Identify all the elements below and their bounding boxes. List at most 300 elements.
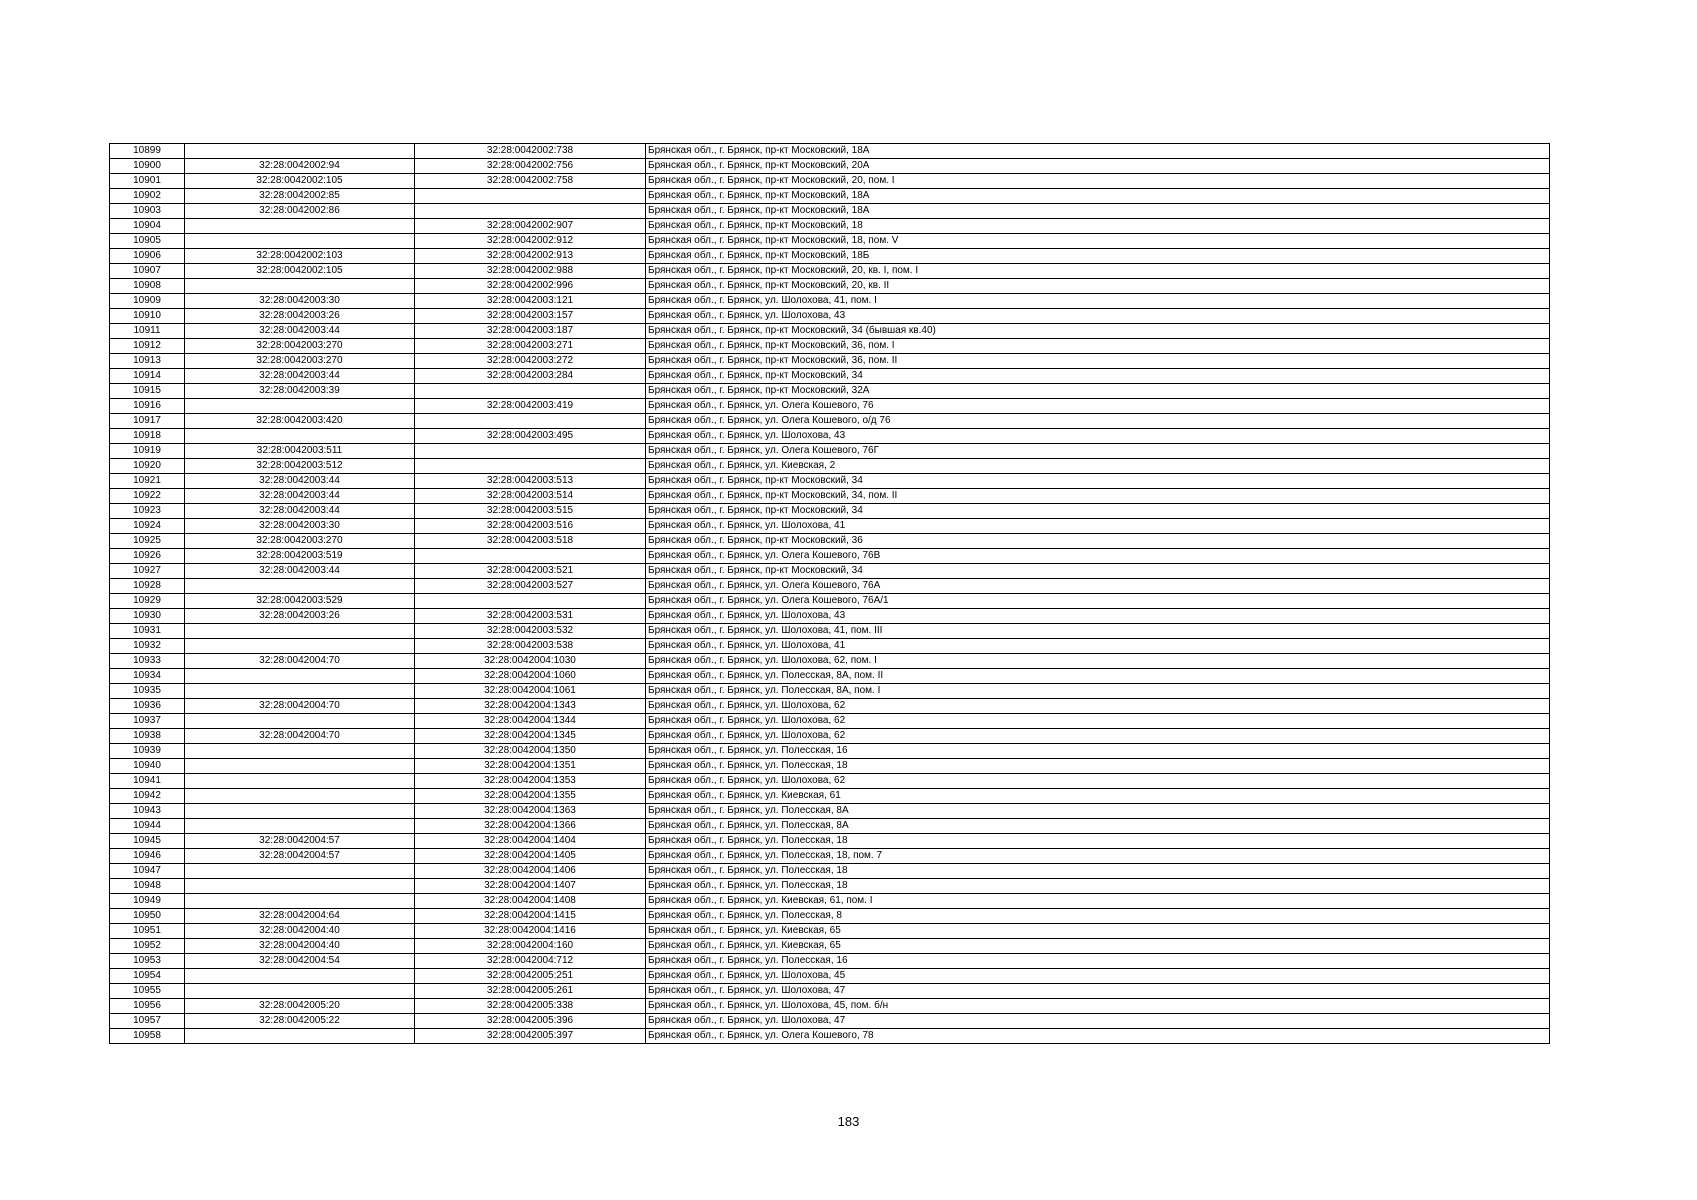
cadastral-number-cell: 32:28:0042002:988 (415, 264, 646, 279)
previous-cadastral-number-cell (185, 639, 415, 654)
previous-cadastral-number-cell: 32:28:0042004:70 (185, 699, 415, 714)
previous-cadastral-number-cell (185, 234, 415, 249)
previous-cadastral-number-cell: 32:28:0042002:103 (185, 249, 415, 264)
table-row (110, 369, 1550, 384)
address-cell: Брянская обл., г. Брянск, ул. Шолохова, 41 (646, 639, 1550, 654)
table-row (110, 849, 1550, 864)
row-number-cell: 10928 (110, 579, 185, 594)
row-number-cell: 10933 (110, 654, 185, 669)
row-number-cell: 10903 (110, 204, 185, 219)
previous-cadastral-number-cell: 32:28:0042003:39 (185, 384, 415, 399)
cadastral-number-cell: 32:28:0042004:1345 (415, 729, 646, 744)
table-row (110, 819, 1550, 834)
cadastral-number-cell: 32:28:0042003:513 (415, 474, 646, 489)
previous-cadastral-number-cell: 32:28:0042003:44 (185, 564, 415, 579)
row-number-cell: 10934 (110, 669, 185, 684)
table-row (110, 999, 1550, 1014)
address-cell: Брянская обл., г. Брянск, ул. Шолохова, 62 (646, 699, 1550, 714)
cadastral-number-cell: 32:28:0042004:1353 (415, 774, 646, 789)
cadastral-number-cell: 32:28:0042004:1343 (415, 699, 646, 714)
table-row (110, 684, 1550, 699)
address-cell: Брянская обл., г. Брянск, ул. Полесская, 18 (646, 879, 1550, 894)
table-row (110, 714, 1550, 729)
row-number-cell: 10931 (110, 624, 185, 639)
cadastral-number-cell: 32:28:0042003:532 (415, 624, 646, 639)
previous-cadastral-number-cell: 32:28:0042003:26 (185, 609, 415, 624)
address-cell: Брянская обл., г. Брянск, ул. Киевская, 65 (646, 924, 1550, 939)
cadastral-number-cell: 32:28:0042003:531 (415, 609, 646, 624)
cadastral-number-cell: 32:28:0042003:495 (415, 429, 646, 444)
cadastral-number-cell: 32:28:0042002:758 (415, 174, 646, 189)
address-cell: Брянская обл., г. Брянск, ул. Полесская, 16 (646, 744, 1550, 759)
row-number-cell: 10950 (110, 909, 185, 924)
row-number-cell: 10905 (110, 234, 185, 249)
previous-cadastral-number-cell: 32:28:0042004:57 (185, 849, 415, 864)
table-row (110, 804, 1550, 819)
cadastral-number-cell: 32:28:0042004:1406 (415, 864, 646, 879)
page-number: 183 (837, 1114, 860, 1129)
cadastral-number-cell: 32:28:0042005:251 (415, 969, 646, 984)
previous-cadastral-number-cell: 32:28:0042004:40 (185, 924, 415, 939)
table-row (110, 834, 1550, 849)
address-cell: Брянская обл., г. Брянск, пр-кт Московский, 18Б (646, 249, 1550, 264)
address-cell: Брянская обл., г. Брянск, пр-кт Московский, 18А (646, 144, 1550, 159)
table-row (110, 699, 1550, 714)
table-row (110, 294, 1550, 309)
cadastral-number-cell: 32:28:0042004:1060 (415, 669, 646, 684)
table-row (110, 474, 1550, 489)
cadastral-number-cell: 32:28:0042002:996 (415, 279, 646, 294)
address-cell: Брянская обл., г. Брянск, ул. Полесская, 18 (646, 864, 1550, 879)
row-number-cell: 10940 (110, 759, 185, 774)
table-row (110, 954, 1550, 969)
address-cell: Брянская обл., г. Брянск, ул. Олега Кошевого, 78 (646, 1029, 1550, 1044)
row-number-cell: 10935 (110, 684, 185, 699)
table-row (110, 189, 1550, 204)
row-number-cell: 10939 (110, 744, 185, 759)
previous-cadastral-number-cell (185, 144, 415, 159)
previous-cadastral-number-cell: 32:28:0042004:57 (185, 834, 415, 849)
previous-cadastral-number-cell: 32:28:0042003:519 (185, 549, 415, 564)
table-row (110, 609, 1550, 624)
cadastral-number-cell: 32:28:0042004:1407 (415, 879, 646, 894)
address-cell: Брянская обл., г. Брянск, ул. Полесская, 8А (646, 819, 1550, 834)
cadastral-number-cell: 32:28:0042004:1404 (415, 834, 646, 849)
address-cell: Брянская обл., г. Брянск, ул. Шолохова, 47 (646, 984, 1550, 999)
cadastral-number-cell: 32:28:0042003:419 (415, 399, 646, 414)
previous-cadastral-number-cell: 32:28:0042002:105 (185, 174, 415, 189)
address-cell: Брянская обл., г. Брянск, ул. Полесская, 8А (646, 804, 1550, 819)
previous-cadastral-number-cell: 32:28:0042002:85 (185, 189, 415, 204)
row-number-cell: 10917 (110, 414, 185, 429)
row-number-cell: 10908 (110, 279, 185, 294)
address-cell: Брянская обл., г. Брянск, ул. Шолохова, 43 (646, 429, 1550, 444)
address-cell: Брянская обл., г. Брянск, пр-кт Московский, 20А (646, 159, 1550, 174)
previous-cadastral-number-cell (185, 879, 415, 894)
previous-cadastral-number-cell: 32:28:0042004:70 (185, 654, 415, 669)
previous-cadastral-number-cell: 32:28:0042003:44 (185, 489, 415, 504)
cadastral-number-cell: 32:28:0042004:1030 (415, 654, 646, 669)
address-cell: Брянская обл., г. Брянск, ул. Шолохова, 43 (646, 309, 1550, 324)
previous-cadastral-number-cell: 32:28:0042004:40 (185, 939, 415, 954)
previous-cadastral-number-cell: 32:28:0042003:44 (185, 369, 415, 384)
previous-cadastral-number-cell: 32:28:0042003:44 (185, 324, 415, 339)
table-row (110, 774, 1550, 789)
cadastral-number-cell: 32:28:0042004:160 (415, 939, 646, 954)
row-number-cell: 10926 (110, 549, 185, 564)
row-number-cell: 10953 (110, 954, 185, 969)
table-row (110, 234, 1550, 249)
address-cell: Брянская обл., г. Брянск, пр-кт Московский, 18 (646, 219, 1550, 234)
row-number-cell: 10923 (110, 504, 185, 519)
previous-cadastral-number-cell (185, 819, 415, 834)
cadastral-number-cell: 32:28:0042003:157 (415, 309, 646, 324)
row-number-cell: 10921 (110, 474, 185, 489)
row-number-cell: 10951 (110, 924, 185, 939)
address-cell: Брянская обл., г. Брянск, ул. Полесская, 8А, пом. II (646, 669, 1550, 684)
row-number-cell: 10942 (110, 789, 185, 804)
address-cell: Брянская обл., г. Брянск, пр-кт Московский, 32А (646, 384, 1550, 399)
address-cell: Брянская обл., г. Брянск, пр-кт Московский, 34, пом. II (646, 489, 1550, 504)
cadastral-number-cell: 32:28:0042003:514 (415, 489, 646, 504)
row-number-cell: 10947 (110, 864, 185, 879)
previous-cadastral-number-cell (185, 1029, 415, 1044)
address-cell: Брянская обл., г. Брянск, пр-кт Московский, 20, пом. I (646, 174, 1550, 189)
address-cell: Брянская обл., г. Брянск, пр-кт Московский, 34 (646, 474, 1550, 489)
table-row (110, 309, 1550, 324)
table-row (110, 519, 1550, 534)
address-cell: Брянская обл., г. Брянск, ул. Олега Кошевого, 76Г (646, 444, 1550, 459)
table-row (110, 549, 1550, 564)
previous-cadastral-number-cell: 32:28:0042005:22 (185, 1014, 415, 1029)
previous-cadastral-number-cell (185, 219, 415, 234)
cadastral-number-cell: 32:28:0042004:1415 (415, 909, 646, 924)
cadastral-number-cell: 32:28:0042003:272 (415, 354, 646, 369)
address-cell: Брянская обл., г. Брянск, ул. Полесская, 8А, пом. I (646, 684, 1550, 699)
address-cell: Брянская обл., г. Брянск, ул. Шолохова, 45, пом. б/н (646, 999, 1550, 1014)
row-number-cell: 10912 (110, 339, 185, 354)
previous-cadastral-number-cell (185, 684, 415, 699)
cadastral-number-cell: 32:28:0042004:1416 (415, 924, 646, 939)
table-row (110, 339, 1550, 354)
previous-cadastral-number-cell: 32:28:0042003:44 (185, 504, 415, 519)
row-number-cell: 10949 (110, 894, 185, 909)
cadastral-number-cell: 32:28:0042005:338 (415, 999, 646, 1014)
table-row (110, 279, 1550, 294)
table-row (110, 459, 1550, 474)
row-number-cell: 10944 (110, 819, 185, 834)
row-number-cell: 10916 (110, 399, 185, 414)
previous-cadastral-number-cell (185, 864, 415, 879)
previous-cadastral-number-cell (185, 714, 415, 729)
address-cell: Брянская обл., г. Брянск, ул. Шолохова, 62 (646, 714, 1550, 729)
cadastral-number-cell: 32:28:0042003:515 (415, 504, 646, 519)
previous-cadastral-number-cell (185, 984, 415, 999)
row-number-cell: 10922 (110, 489, 185, 504)
row-number-cell: 10920 (110, 459, 185, 474)
address-cell: Брянская обл., г. Брянск, ул. Шолохова, 62 (646, 729, 1550, 744)
row-number-cell: 10901 (110, 174, 185, 189)
row-number-cell: 10914 (110, 369, 185, 384)
table-row (110, 384, 1550, 399)
row-number-cell: 10929 (110, 594, 185, 609)
address-cell: Брянская обл., г. Брянск, ул. Шолохова, 62 (646, 774, 1550, 789)
row-number-cell: 10930 (110, 609, 185, 624)
address-cell: Брянская обл., г. Брянск, пр-кт Московский, 18А (646, 204, 1550, 219)
cadastral-number-cell: 32:28:0042003:518 (415, 534, 646, 549)
cadastral-number-cell (415, 189, 646, 204)
previous-cadastral-number-cell (185, 774, 415, 789)
row-number-cell: 10900 (110, 159, 185, 174)
row-number-cell: 10924 (110, 519, 185, 534)
table-row (110, 159, 1550, 174)
cadastral-number-cell: 32:28:0042005:261 (415, 984, 646, 999)
table-row (110, 744, 1550, 759)
row-number-cell: 10957 (110, 1014, 185, 1029)
address-cell: Брянская обл., г. Брянск, пр-кт Московский, 34 (646, 369, 1550, 384)
address-cell: Брянская обл., г. Брянск, ул. Полесская, 18 (646, 834, 1550, 849)
address-cell: Брянская обл., г. Брянск, ул. Киевская, 61, пом. I (646, 894, 1550, 909)
row-number-cell: 10956 (110, 999, 185, 1014)
previous-cadastral-number-cell: 32:28:0042003:270 (185, 534, 415, 549)
previous-cadastral-number-cell (185, 579, 415, 594)
row-number-cell: 10919 (110, 444, 185, 459)
table-row (110, 264, 1550, 279)
row-number-cell: 10911 (110, 324, 185, 339)
previous-cadastral-number-cell: 32:28:0042003:30 (185, 294, 415, 309)
address-cell: Брянская обл., г. Брянск, пр-кт Московский, 34 (646, 504, 1550, 519)
address-cell: Брянская обл., г. Брянск, ул. Шолохова, 41, пом. I (646, 294, 1550, 309)
address-cell: Брянская обл., г. Брянск, ул. Полесская, 8 (646, 909, 1550, 924)
table-row (110, 324, 1550, 339)
table-row (110, 759, 1550, 774)
address-cell: Брянская обл., г. Брянск, ул. Киевская, 61 (646, 789, 1550, 804)
cadastral-number-cell: 32:28:0042003:187 (415, 324, 646, 339)
address-cell: Брянская обл., г. Брянск, ул. Шолохова, 47 (646, 1014, 1550, 1029)
cadastral-number-cell (415, 444, 646, 459)
address-cell: Брянская обл., г. Брянск, ул. Шолохова, 41 (646, 519, 1550, 534)
address-cell: Брянская обл., г. Брянск, пр-кт Московский, 18, пом. V (646, 234, 1550, 249)
address-cell: Брянская обл., г. Брянск, ул. Олега Кошевого, 76А (646, 579, 1550, 594)
previous-cadastral-number-cell (185, 279, 415, 294)
table-row (110, 639, 1550, 654)
table-row (110, 789, 1550, 804)
row-number-cell: 10906 (110, 249, 185, 264)
table-row (110, 399, 1550, 414)
table-row (110, 624, 1550, 639)
cadastral-number-cell (415, 204, 646, 219)
previous-cadastral-number-cell: 32:28:0042003:511 (185, 444, 415, 459)
table-row (110, 249, 1550, 264)
table-row (110, 864, 1550, 879)
row-number-cell: 10899 (110, 144, 185, 159)
table-row (110, 564, 1550, 579)
table-row (110, 1014, 1550, 1029)
previous-cadastral-number-cell: 32:28:0042003:512 (185, 459, 415, 474)
previous-cadastral-number-cell: 32:28:0042003:26 (185, 309, 415, 324)
table-row (110, 429, 1550, 444)
cadastral-number-cell: 32:28:0042004:712 (415, 954, 646, 969)
address-cell: Брянская обл., г. Брянск, пр-кт Московский, 36, пом. I (646, 339, 1550, 354)
table-row (110, 534, 1550, 549)
address-cell: Брянская обл., г. Брянск, ул. Шолохова, 45 (646, 969, 1550, 984)
row-number-cell: 10936 (110, 699, 185, 714)
row-number-cell: 10937 (110, 714, 185, 729)
row-number-cell: 10938 (110, 729, 185, 744)
cadastral-number-cell: 32:28:0042004:1061 (415, 684, 646, 699)
address-cell: Брянская обл., г. Брянск, ул. Олега Кошевого, о/д 76 (646, 414, 1550, 429)
cadastral-number-cell: 32:28:0042003:521 (415, 564, 646, 579)
table-row (110, 909, 1550, 924)
previous-cadastral-number-cell (185, 399, 415, 414)
previous-cadastral-number-cell: 32:28:0042002:105 (185, 264, 415, 279)
cadastral-number-cell (415, 459, 646, 474)
table-row (110, 219, 1550, 234)
row-number-cell: 10910 (110, 309, 185, 324)
address-cell: Брянская обл., г. Брянск, пр-кт Московский, 36, пом. II (646, 354, 1550, 369)
row-number-cell: 10913 (110, 354, 185, 369)
previous-cadastral-number-cell: 32:28:0042002:94 (185, 159, 415, 174)
previous-cadastral-number-cell (185, 759, 415, 774)
cadastral-number-cell: 32:28:0042003:121 (415, 294, 646, 309)
row-number-cell: 10943 (110, 804, 185, 819)
address-cell: Брянская обл., г. Брянск, ул. Шолохова, 43 (646, 609, 1550, 624)
address-cell: Брянская обл., г. Брянск, пр-кт Московский, 20, кв. II (646, 279, 1550, 294)
table-row (110, 729, 1550, 744)
previous-cadastral-number-cell (185, 624, 415, 639)
table-row (110, 669, 1550, 684)
previous-cadastral-number-cell: 32:28:0042003:270 (185, 354, 415, 369)
cadastral-number-cell: 32:28:0042004:1405 (415, 849, 646, 864)
previous-cadastral-number-cell: 32:28:0042003:420 (185, 414, 415, 429)
table-row (110, 924, 1550, 939)
previous-cadastral-number-cell (185, 789, 415, 804)
cadastral-number-cell: 32:28:0042003:271 (415, 339, 646, 354)
address-cell: Брянская обл., г. Брянск, ул. Полесская, 18 (646, 759, 1550, 774)
row-number-cell: 10909 (110, 294, 185, 309)
address-cell: Брянская обл., г. Брянск, ул. Киевская, 2 (646, 459, 1550, 474)
row-number-cell: 10907 (110, 264, 185, 279)
cadastral-number-cell: 32:28:0042002:756 (415, 159, 646, 174)
cadastral-number-cell: 32:28:0042003:284 (415, 369, 646, 384)
row-number-cell: 10904 (110, 219, 185, 234)
table-row (110, 969, 1550, 984)
cadastral-number-cell: 32:28:0042002:738 (415, 144, 646, 159)
cadastral-number-cell: 32:28:0042003:538 (415, 639, 646, 654)
previous-cadastral-number-cell: 32:28:0042003:529 (185, 594, 415, 609)
cadastral-number-cell (415, 414, 646, 429)
previous-cadastral-number-cell (185, 804, 415, 819)
table-row (110, 1029, 1550, 1044)
row-number-cell: 10918 (110, 429, 185, 444)
previous-cadastral-number-cell (185, 669, 415, 684)
previous-cadastral-number-cell: 32:28:0042003:44 (185, 474, 415, 489)
address-cell: Брянская обл., г. Брянск, пр-кт Московский, 34 (646, 564, 1550, 579)
address-cell: Брянская обл., г. Брянск, пр-кт Московский, 34 (бывшая кв.40) (646, 324, 1550, 339)
row-number-cell: 10955 (110, 984, 185, 999)
previous-cadastral-number-cell (185, 894, 415, 909)
table-row (110, 174, 1550, 189)
row-number-cell: 10902 (110, 189, 185, 204)
row-number-cell: 10954 (110, 969, 185, 984)
row-number-cell: 10952 (110, 939, 185, 954)
row-number-cell: 10948 (110, 879, 185, 894)
previous-cadastral-number-cell: 32:28:0042004:64 (185, 909, 415, 924)
table-row (110, 984, 1550, 999)
registry-table (109, 143, 1550, 1044)
row-number-cell: 10927 (110, 564, 185, 579)
previous-cadastral-number-cell (185, 969, 415, 984)
address-cell: Брянская обл., г. Брянск, ул. Киевская, 65 (646, 939, 1550, 954)
table-row (110, 414, 1550, 429)
previous-cadastral-number-cell: 32:28:0042004:54 (185, 954, 415, 969)
row-number-cell: 10915 (110, 384, 185, 399)
cadastral-number-cell (415, 594, 646, 609)
address-cell: Брянская обл., г. Брянск, ул. Полесская, 18, пом. 7 (646, 849, 1550, 864)
table-row (110, 504, 1550, 519)
cadastral-number-cell: 32:28:0042004:1350 (415, 744, 646, 759)
cadastral-number-cell: 32:28:0042004:1355 (415, 789, 646, 804)
row-number-cell: 10958 (110, 1029, 185, 1044)
table-row (110, 654, 1550, 669)
address-cell: Брянская обл., г. Брянск, ул. Олега Кошевого, 76А/1 (646, 594, 1550, 609)
address-cell: Брянская обл., г. Брянск, ул. Олега Кошевого, 76В (646, 549, 1550, 564)
cadastral-number-cell: 32:28:0042002:907 (415, 219, 646, 234)
table-row (110, 444, 1550, 459)
row-number-cell: 10925 (110, 534, 185, 549)
previous-cadastral-number-cell: 32:28:0042005:20 (185, 999, 415, 1014)
cadastral-number-cell (415, 384, 646, 399)
cadastral-number-cell: 32:28:0042005:397 (415, 1029, 646, 1044)
previous-cadastral-number-cell: 32:28:0042004:70 (185, 729, 415, 744)
table-row (110, 594, 1550, 609)
address-cell: Брянская обл., г. Брянск, пр-кт Московский, 20, кв. I, пом. I (646, 264, 1550, 279)
previous-cadastral-number-cell: 32:28:0042003:30 (185, 519, 415, 534)
row-number-cell: 10941 (110, 774, 185, 789)
cadastral-number-cell: 32:28:0042004:1408 (415, 894, 646, 909)
address-cell: Брянская обл., г. Брянск, пр-кт Московский, 18А (646, 189, 1550, 204)
table-row (110, 894, 1550, 909)
table-row (110, 489, 1550, 504)
address-cell: Брянская обл., г. Брянск, ул. Шолохова, 62, пом. I (646, 654, 1550, 669)
address-cell: Брянская обл., г. Брянск, ул. Олега Кошевого, 76 (646, 399, 1550, 414)
previous-cadastral-number-cell (185, 744, 415, 759)
cadastral-number-cell: 32:28:0042002:912 (415, 234, 646, 249)
registry-table-body (110, 144, 1550, 1044)
address-cell: Брянская обл., г. Брянск, ул. Полесская, 16 (646, 954, 1550, 969)
cadastral-number-cell: 32:28:0042004:1344 (415, 714, 646, 729)
table-row (110, 939, 1550, 954)
cadastral-number-cell: 32:28:0042004:1363 (415, 804, 646, 819)
table-row (110, 204, 1550, 219)
table-row (110, 354, 1550, 369)
row-number-cell: 10946 (110, 849, 185, 864)
cadastral-number-cell (415, 549, 646, 564)
row-number-cell: 10945 (110, 834, 185, 849)
cadastral-number-cell: 32:28:0042004:1366 (415, 819, 646, 834)
previous-cadastral-number-cell: 32:28:0042003:270 (185, 339, 415, 354)
table-row (110, 879, 1550, 894)
address-cell: Брянская обл., г. Брянск, пр-кт Московский, 36 (646, 534, 1550, 549)
cadastral-number-cell: 32:28:0042005:396 (415, 1014, 646, 1029)
cadastral-number-cell: 32:28:0042004:1351 (415, 759, 646, 774)
table-row (110, 144, 1550, 159)
row-number-cell: 10932 (110, 639, 185, 654)
previous-cadastral-number-cell: 32:28:0042002:86 (185, 204, 415, 219)
previous-cadastral-number-cell (185, 429, 415, 444)
table-row (110, 579, 1550, 594)
cadastral-number-cell: 32:28:0042003:527 (415, 579, 646, 594)
